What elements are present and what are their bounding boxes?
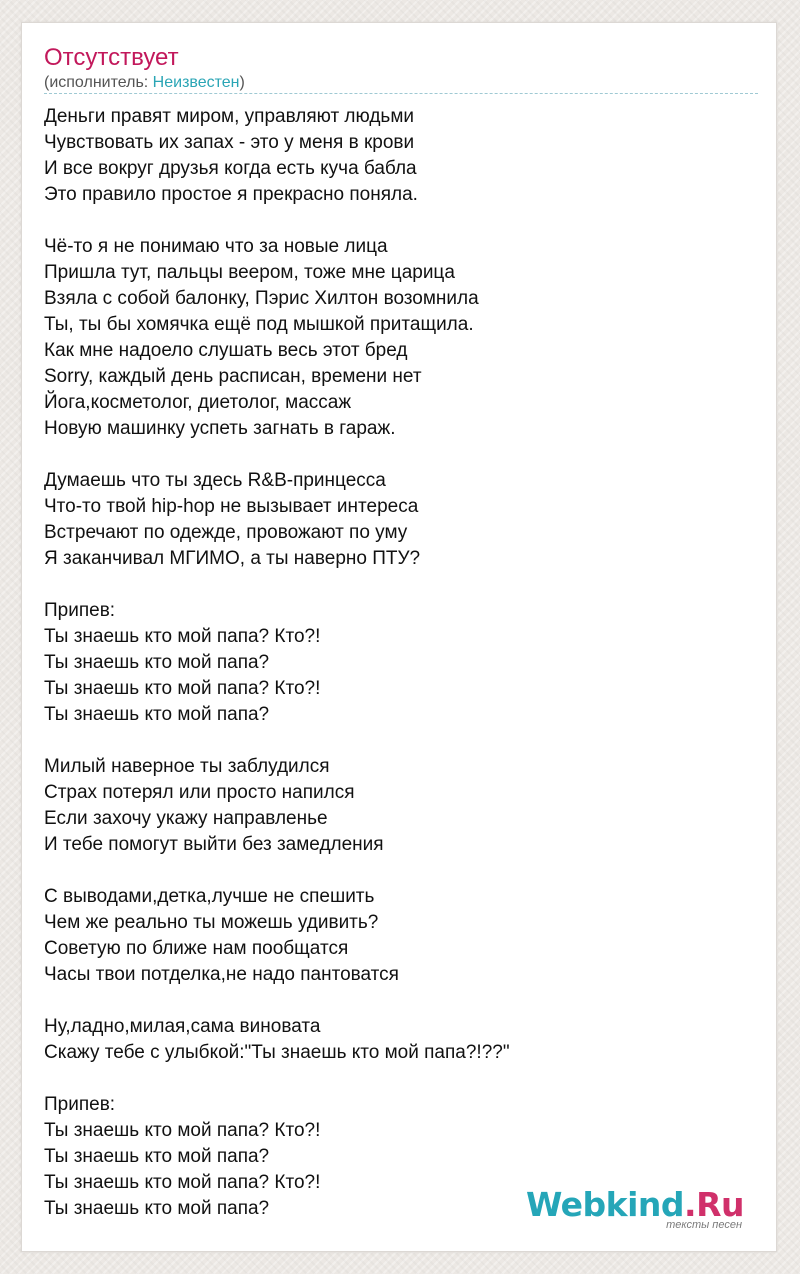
lyric-line: Ты знаешь кто мой папа? [44,652,270,673]
lyrics-card [21,22,777,1252]
lyric-line: Ты знаешь кто мой папа? Кто?! [44,1172,321,1193]
lyric-line: Скажу тебе с улыбкой:"Ты знаешь кто мой папа?!??" [44,1042,510,1063]
stanza-gap [44,858,758,884]
lyric-line: Страх потерял или просто напился [44,782,355,803]
stanza-gap [44,1066,758,1092]
lyric-line: Чем же реально ты можешь удивить? [44,912,379,933]
lyric-line: Взяла с собой балонку, Пэрис Хилтон возомнила [44,288,479,309]
lyrics-body [44,104,758,1222]
lyric-line: Ты знаешь кто мой папа? Кто?! [44,678,321,699]
lyric-line: И тебе помогут выйти без замедления [44,834,384,855]
song-title: Отсутствует [44,44,179,71]
lyric-line: И все вокруг друзья когда есть куча бабла [44,158,417,179]
site-logo[interactable] [525,1185,752,1231]
artist-prefix: (исполнитель: [44,74,153,91]
lyric-line: Ты знаешь кто мой папа? Кто?! [44,1120,321,1141]
lyric-line: Как мне надоело слушать весь этот бред [44,340,408,361]
logo-wordmark [526,1187,744,1223]
lyric-line: Пришла тут, пальцы веером, тоже мне царица [44,262,455,283]
stanza-gap [44,208,758,234]
logo-name: Webkind [525,1185,685,1224]
lyric-line: Йога,косметолог, диетолог, массаж [44,392,352,413]
lyric-line: Если захочу укажу направленье [44,808,328,829]
logo-tagline: тексты песен [666,1219,742,1231]
lyric-line: Припев: [44,600,116,621]
stanza-gap [44,728,758,754]
lyric-line: Ну,ладно,милая,сама виновата [44,1016,321,1037]
stanza-gap [44,572,758,598]
lyric-line: Новую машинку успеть загнать в гараж. [44,418,396,439]
lyric-line: Думаешь что ты здесь R&B-принцесса [44,470,386,491]
lyric-line: Встречают по одежде, провожают по уму [44,522,408,543]
artist-line [44,73,245,93]
header-divider [44,93,758,94]
stanza-gap [44,988,758,1014]
lyric-line: Ты знаешь кто мой папа? [44,1146,270,1167]
stanza-gap [44,442,758,468]
lyric-line: Чё-то я не понимаю что за новые лица [44,236,388,257]
logo-dot: . [684,1185,697,1224]
lyric-line: Советую по ближе нам пообщатся [44,938,349,959]
lyric-line: Ты знаешь кто мой папа? [44,1198,270,1219]
lyric-line: Припев: [44,1094,116,1115]
lyric-line: Это правило простое я прекрасно поняла. [44,184,418,205]
lyric-line: Ты знаешь кто мой папа? [44,704,270,725]
lyric-line: Что-то твой hip-hop не вызывает интереса [44,496,419,517]
lyric-line: Ты, ты бы хомячка ещё под мышкой притащила. [44,314,474,335]
lyric-line: С выводами,детка,лучше не спешить [44,886,375,907]
lyric-line: Ты знаешь кто мой папа? Кто?! [44,626,321,647]
artist-link[interactable]: Неизвестен [152,74,240,91]
lyric-line: Милый наверное ты заблудился [44,756,330,777]
logo-tld: Ru [696,1185,744,1224]
lyric-line: Я заканчивал МГИМО, а ты наверно ПТУ? [44,548,421,569]
lyric-line: Чувствовать их запах - это у меня в крови [44,132,415,153]
lyric-line: Часы твои потделка,не надо пантоватся [44,964,399,985]
artist-suffix: ) [239,74,245,91]
lyric-line: Деньги правят миром, управляют людьми [44,106,414,127]
lyric-line: Sorry, каждый день расписан, времени нет [44,366,422,387]
